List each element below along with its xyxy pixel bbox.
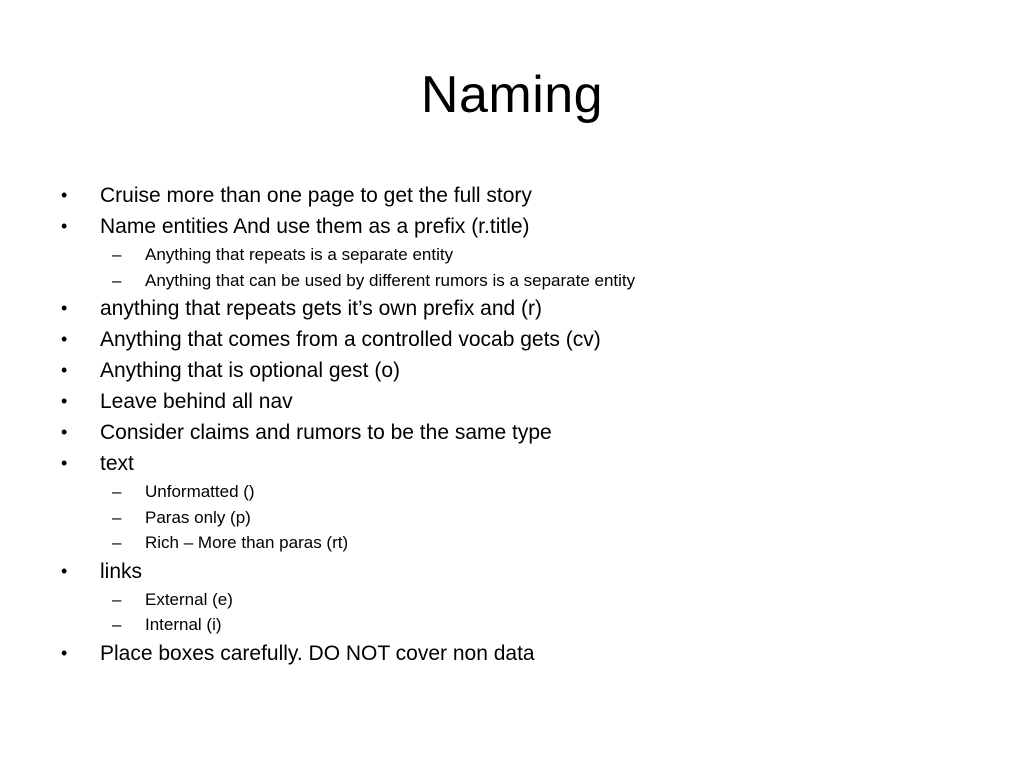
sub-bullet-item <box>60 587 980 613</box>
sub-bullet-text: Anything that can be used by different rumors is a separate entity <box>145 270 636 290</box>
dash-icon: – <box>112 615 122 634</box>
bullet-text: Cruise more than one page to get the full story <box>100 184 532 207</box>
dash-icon: – <box>112 482 122 501</box>
bullet-dot-icon: • <box>61 185 68 205</box>
bullet-item <box>60 293 980 324</box>
bullet-text: anything that repeats gets it’s own prefix and (r) <box>100 297 543 320</box>
bullet-item <box>60 180 980 211</box>
bullet-text: links <box>100 559 143 583</box>
bullet-dot-icon: • <box>61 216 68 236</box>
bullet-text: Place boxes carefully. DO NOT cover non data <box>100 641 535 665</box>
sub-bullet-item <box>60 530 980 556</box>
bullet-item <box>60 211 980 242</box>
bullet-dot-icon: • <box>61 360 68 380</box>
bullet-dot-icon: • <box>61 391 68 411</box>
sub-bullet-item <box>60 268 980 294</box>
bullet-item <box>60 355 980 386</box>
sub-bullet-text: Internal (i) <box>145 615 222 634</box>
bullet-text: text <box>100 452 134 475</box>
bullet-dot-icon: • <box>61 453 68 473</box>
sub-bullet-text: Paras only (p) <box>145 507 251 527</box>
bullet-item <box>60 638 980 669</box>
bullet-dot-icon: • <box>61 422 68 442</box>
bullet-list <box>60 180 980 669</box>
bullet-text: Leave behind all nav <box>100 390 293 413</box>
bullet-text: Anything that comes from a controlled vocab gets (cv) <box>100 328 601 351</box>
bullet-dot-icon: • <box>61 560 68 581</box>
bullet-item <box>60 386 980 417</box>
sub-bullet-text: Unformatted () <box>145 482 255 501</box>
slide-title: Naming <box>420 66 604 124</box>
bullet-item <box>60 556 980 587</box>
bullet-item <box>60 448 980 479</box>
bullet-dot-icon: • <box>61 329 68 349</box>
dash-icon: – <box>112 589 122 609</box>
bullet-text: Name entities And use them as a prefix (r.title) <box>100 215 530 238</box>
bullet-item <box>60 417 980 448</box>
dash-icon: – <box>112 270 122 290</box>
sub-bullet-item <box>60 479 980 505</box>
sub-bullet-text: Rich – More than paras (rt) <box>145 533 349 552</box>
bullet-item <box>60 324 980 355</box>
sub-bullet-item <box>60 242 980 268</box>
bullet-text: Anything that is optional gest (o) <box>100 359 401 382</box>
bullet-text: Consider claims and rumors to be the same type <box>100 421 552 444</box>
sub-bullet-text: Anything that repeats is a separate entity <box>145 245 454 264</box>
sub-bullet-item <box>60 612 980 638</box>
sub-bullet-text: External (e) <box>145 589 233 609</box>
bullet-dot-icon: • <box>61 298 68 318</box>
bullet-dot-icon: • <box>61 642 68 663</box>
sub-bullet-item <box>60 505 980 531</box>
dash-icon: – <box>112 507 122 527</box>
dash-icon: – <box>112 533 122 552</box>
dash-icon: – <box>112 245 122 264</box>
